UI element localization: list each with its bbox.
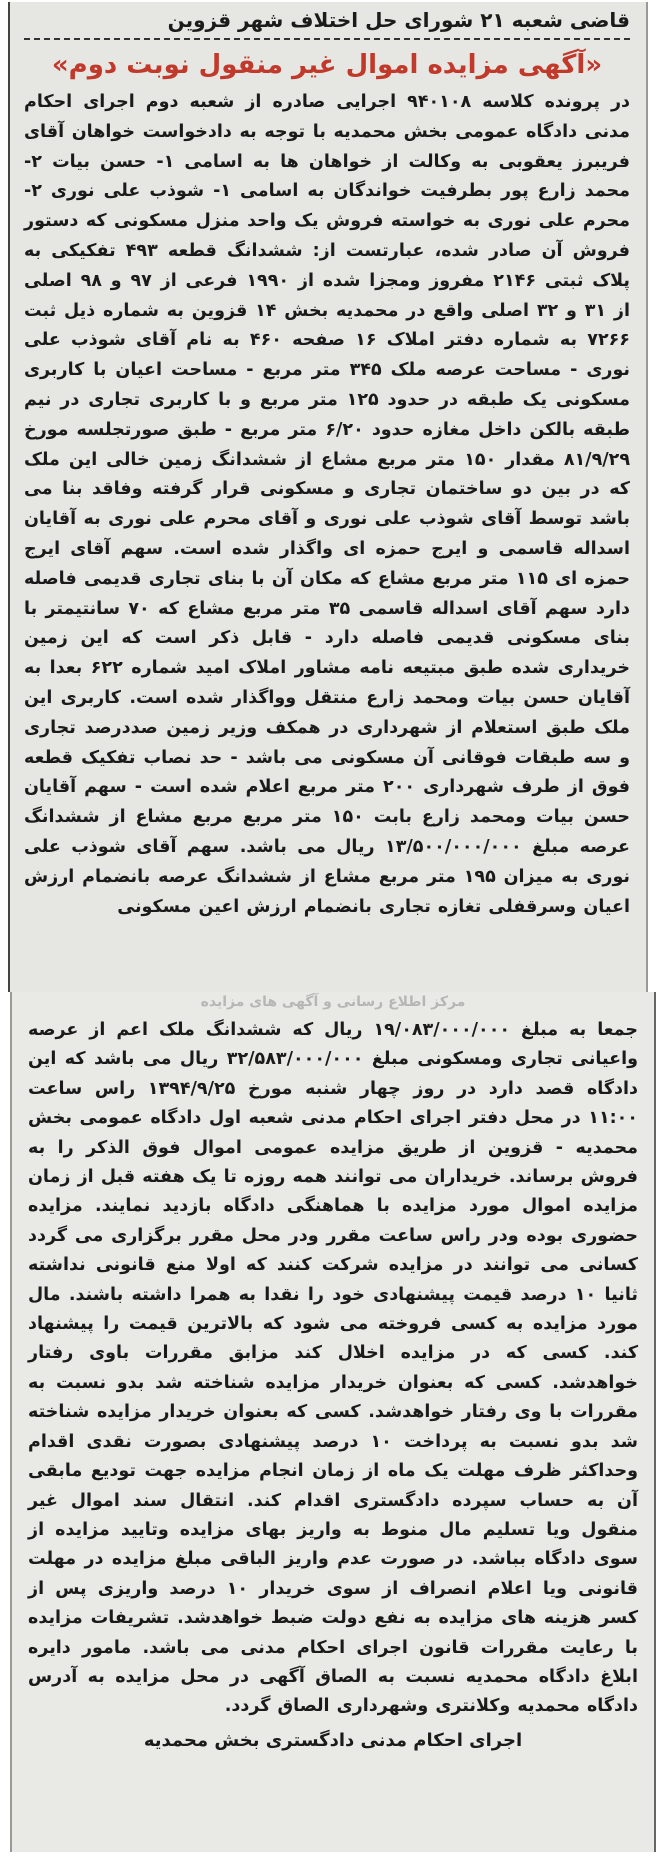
- dashed-divider: [24, 38, 630, 40]
- clipping-bottom: [10, 992, 656, 1852]
- ad-body-part-2: جمعا به مبلغ ۱۹/۰۸۳/۰۰۰/۰۰۰ ریال که ششدانگ ملک اعم از عرصه واعیانی تجاری ومسکونی مبلغ ۳۲/۵۸۳/۰۰۰/۰۰۰ ریال می باشد که این دادگاه قصد دارد در روز چهار شنبه مورخ ۱۳۹۴/۹/۲۵ راس ساعت ۱۱:۰۰ در محل دفتر اجرای احکام مدنی شعبه اول دادگاه عمومی بخش محمدیه - قزوین از طریق مزایده عمومی اموال فوق الذکر را به فروش برساند. خریداران می توانند همه روزه تا یک هفته قبل از زمان مزایده اموال مورد مزایده با هماهنگی دادگاه بازدید نمایند. مزایده حضوری بوده ودر راس ساعت مقرر ودر محل مقرر برگزاری می گردد کسانی می توانند در مزایده شرکت کنند که اولا منع قانونی نداشته ثانیا ۱۰ درصد قیمت پیشنهادی خود را نقدا به همرا داشته باشند. مال مورد مزایده به کسی فروخته می شود که بالاترین قیمت را پیشنهاد کند. کسی که در مزایده اخلال کند مزابق مقررات باوی رفتار خواهدشد. کسی که بعنوان خریدار مزایده شناخته شد بدو نسبت به مقررات با وی رفتار خواهدشد. کسی که بعنوان خریدار مزایده شناخته شد بدو نسبت به پرداخت ۱۰ درصد پیشنهادی بصورت نقدی اقدام وحداکثر ظرف مهلت یک ماه از زمان انجام مزایده جهت تودیع مابقی آن به حساب سپرده دادگستری اقدام کند. انتقال سند اموال غیر منقول ویا تسلیم مال منوط به واریز بهای مزایده وتایید مزایده از سوی دادگاه بباشد. در صورت عدم واریز الباقی مبلغ مزایده در مهلت قانونی ویا اعلام انصراف از سوی خریدار ۱۰ درصد واریزی پس از کسر هزینه های مزایده به نفع دولت ضبط خواهدشد. تشریفات مزایده با رعایت مقررات قانون اجرای احکام مدنی می باشد. مامور دایره ابلاغ دادگاه محمدیه نسبت به الصاق آگهی در محل مزایده به آدرس دادگاه محمدیه وکلانتری وشهرداری الصاق گردد.: [28, 1020, 639, 1717]
- watermark-text: مرکز اطلاع رسانی و آگهی های مزایده: [200, 994, 466, 1010]
- ad-title: «آگهی مزایده اموال غیر منقول نوبت دوم»: [51, 50, 603, 80]
- issuer-signature: اجرای احکام مدنی دادگستری بخش محمدیه: [143, 1729, 523, 1751]
- previous-ad-footer: قاضی شعبه ۲۱ شورای حل اختلاف شهر قزوین: [167, 8, 630, 32]
- clipping-top: [8, 2, 648, 992]
- ad-body-part-1: در پرونده کلاسه ۹۴۰۱۰۸ اجرایی صادره از شعبه دوم اجرای احکام مدنی دادگاه عمومی بخش محمدیه با توجه به دادخواست خواهان آقای فریبرز یعقوبی به وکالت از خواهان ها به اسامی ۱- حسن بیات ۲- محمد زارع پور بطرفیت خواندگان به اسامی ۱- شوذب علی نوری ۲- محرم علی نوری به خواسته فروش یک واحد منزل مسکونی که دستور فروش آن صادر شده، عبارتست از: ششدانگ قطعه ۴۹۳ تفکیکی به پلاک ثبتی ۲۱۴۶ مفروز ومجزا شده از ۱۹۹۰ فرعی از ۹۷ و ۹۸ اصلی از ۳۱ و ۳۲ اصلی واقع در محمدیه بخش ۱۴ قزوین به شماره ذیل ثبت ۷۲۶۶ به شماره دفتر املاک ۱۶ صفحه ۴۶۰ به نام آقای شوذب علی نوری - مساحت عرصه ملک ۳۴۵ متر مربع - مساحت اعیان با کاربری مسکونی یک طبقه در حدود ۱۲۵ متر مربع و با کاربری تجاری در نیم طبقه بالکن داخل مغازه حدود ۶/۲۰ متر مربع - طبق صورتجلسه مورخ ۸۱/۹/۲۹ مقدار ۱۵۰ متر مربع مشاع از ششدانگ زمین خالی این ملک که در بین دو ساختمان تجاری و مسکونی قرار گرفته وفاقد بنا می باشد توسط آقای شوذب علی نوری و آقای محرم علی نوری به آقایان اسداله قاسمی و ایرج حمزه ای واگذار شده است. سهم آقای ایرج حمزه ای ۱۱۵ متر مربع مشاع که مکان آن با بنای تجاری قدیمی فاصله دارد سهم آقای اسداله قاسمی ۳۵ متر مربع مشاع که ۷۰ سانتیمتر با بنای مسکونی قدیمی فاصله دارد - قابل ذکر است که این زمین خریداری شده طبق مبتیعه نامه مشاور املاک امید شماره ۶۲۲ بعدا به آقایان حسن بیات ومحمد زارع منتقل وواگذار شده است. کاربری این ملک طبق استعلام از شهرداری در همکف وزیر زمین صددرصد تجاری و سه طبقات فوقانی آن مسکونی می باشد - حد نصاب تفکیک قطعه فوق از طرف شهرداری ۲۰۰ متر مربع اعلام شده است - سهم آقایان حسن بیات ومحمد زارع بابت ۱۵۰ متر مربع مربع مشاع از ششدانگ عرصه مبلغ ۱۳/۵۰۰/۰۰۰/۰۰۰ ریال می باشد. سهم آقای شوذب علی نوری به میزان ۱۹۵ متر مربع مشاع از ششدانگ عرصه بانضمام ارزش اعیان وسرقفلی تغازه تجاری بانضمام ارزش اعین مسکونی: [24, 92, 631, 917]
